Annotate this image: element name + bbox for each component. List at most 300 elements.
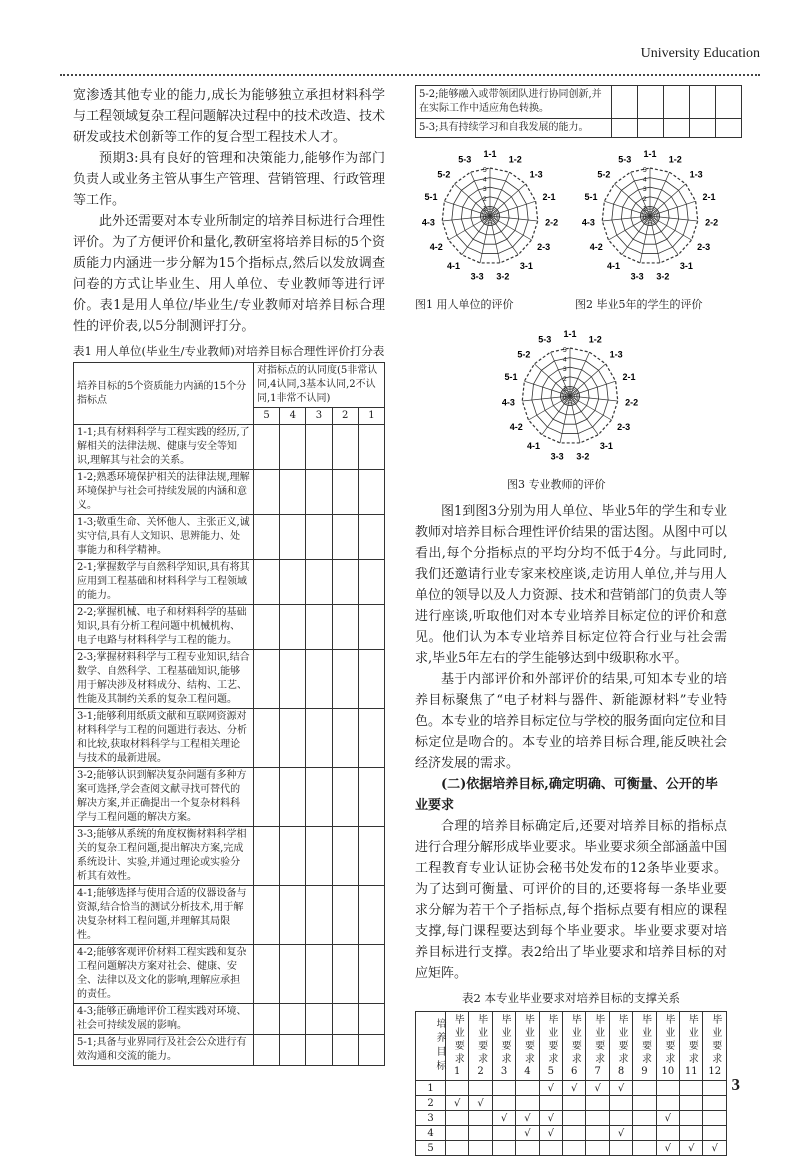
radar-axis-label: 4-1 [607, 261, 621, 272]
score-cell[interactable] [306, 515, 332, 560]
table1-row [74, 709, 385, 768]
col-prefix: 毕业要求 [616, 1014, 628, 1066]
support-cell: √ [586, 1081, 609, 1096]
score-cell[interactable] [280, 827, 306, 886]
table2-col-header [469, 1012, 492, 1081]
radar-axis-label: 1-2 [588, 334, 602, 345]
radar-scale-label: 4 [563, 356, 567, 364]
radar-axis-label: 1-2 [668, 154, 682, 165]
support-cell [586, 1126, 609, 1141]
radar-axis-label: 4-3 [421, 217, 435, 228]
table2-col-header [680, 1012, 703, 1081]
score-cell[interactable] [332, 605, 358, 650]
score-cell[interactable] [332, 650, 358, 709]
support-cell [469, 1111, 492, 1126]
support-cell [492, 1141, 515, 1156]
support-cell [539, 1141, 562, 1156]
col-number: 11 [684, 1066, 698, 1077]
indicator-cell: 2-2;掌握机械、电子和材料科学的基础知识,具有分析工程问题中机械机构、电子电路与材料科学与工程的能力。 [74, 605, 254, 650]
radar-spoke [650, 201, 696, 216]
indicator-cell: 1-3;敬重生命、关怀他人、主张正义,诚实守信,具有人文知识、思辨能力、处事能力和科学精神。 [74, 515, 254, 560]
paragraph: 此外还需要对本专业所制定的培养目标进行合理性评价。为了方便评价和量化,教研室将培养目标的5个资质能力内涵进一步分解为15个指标点,然后以发放调查问卷的方式让毕业生、用人单位、专业教师等进行评价。表1是用人单位/毕业生/专业教师对培养目标合理性的评价表,以5分制测评打分。 [73, 214, 386, 334]
radar-scale-label: 2 [643, 195, 647, 203]
col-number: 4 [524, 1066, 531, 1077]
radar-axis-label: 5-1 [584, 191, 598, 202]
table1-row [74, 605, 385, 650]
score-cell[interactable] [306, 827, 332, 886]
radar-chart-graduates [575, 138, 725, 288]
indicator-cell: 3-3;能够从系统的角度权衡材料科学相关的复杂工程问题,提出解决方案,完成系统设计、实验,并通过理论或实验分析其有效性。 [74, 827, 254, 886]
score-cell[interactable] [306, 605, 332, 650]
radar-scale-label: 1 [643, 205, 647, 213]
support-cell [516, 1141, 539, 1156]
left-column [73, 85, 385, 1066]
col-prefix: 毕业要求 [686, 1014, 698, 1066]
page-number: 3 [731, 1075, 740, 1094]
score-cell[interactable] [306, 470, 332, 515]
support-cell [703, 1096, 727, 1111]
score-cell[interactable] [332, 945, 358, 1004]
support-cell [469, 1126, 492, 1141]
score-header: 3 [306, 408, 332, 425]
table1-row: 5-3;具有持续学习和自我发展的能力。 [416, 119, 612, 138]
radar-axis-label: 4-2 [589, 242, 603, 252]
score-header: 2 [332, 408, 358, 425]
table1-row [74, 425, 385, 470]
table2-col-header [516, 1012, 539, 1081]
score-cell[interactable] [280, 1004, 306, 1035]
support-cell [703, 1081, 727, 1096]
radar-scale-label: 5 [563, 347, 567, 354]
table2-caption: 表2 本专业毕业要求对培养目标的支撑关系 [462, 991, 680, 1005]
table2-col-header [539, 1012, 562, 1081]
support-cell [656, 1096, 679, 1111]
table2-row [416, 1111, 727, 1126]
table2-col-header [563, 1012, 586, 1081]
table1-row [74, 945, 385, 1004]
radar-axis-label: 5-2 [437, 169, 451, 180]
col-number: 2 [477, 1066, 484, 1077]
radar-chart-employer [415, 138, 565, 288]
figure2-caption: 图2 毕业5年的学生的评价 [575, 298, 703, 311]
table2-col-header [703, 1012, 727, 1081]
support-cell [492, 1081, 515, 1096]
radar-spoke [630, 172, 650, 216]
radar-scale-label: 5 [643, 167, 647, 174]
support-cell: √ [516, 1126, 539, 1141]
support-cell [586, 1141, 609, 1156]
score-cell[interactable] [306, 650, 332, 709]
score-cell[interactable] [254, 945, 280, 1004]
support-cell: √ [539, 1111, 562, 1126]
col-number: 9 [641, 1066, 648, 1077]
col-prefix: 毕业要求 [639, 1014, 651, 1066]
score-cell[interactable] [306, 560, 332, 605]
radar-axis-label: 3-1 [599, 441, 613, 452]
score-cell[interactable] [358, 1004, 384, 1035]
support-cell [469, 1081, 492, 1096]
score-header: 5 [254, 408, 280, 425]
table1-row [74, 827, 385, 886]
support-cell [586, 1096, 609, 1111]
table1-row [74, 886, 385, 945]
table2-row [416, 1081, 727, 1096]
support-cell [446, 1141, 469, 1156]
score-cell[interactable] [280, 560, 306, 605]
figure-row [415, 318, 727, 501]
radar-spoke [470, 172, 490, 216]
paragraph: 图1到图3分别为用人单位、毕业5年的学生和专业教师对培养目标合理性评价结果的雷达图。从图中可以看出,每个分指标点的平均分均不低于4分。与此同时,我们还邀请行业专家来校座谈,走访用人单位,并与用人单位的领导以及人力资源、技术和营销部门的负责人等进行座谈,听取他们对本专业培养目标定位的评价和意见。他们认为本专业培养目标定位符合行业与社会需求,毕业5年左右的学生能够达到中级职称水平。 [415, 504, 728, 666]
support-cell [680, 1081, 703, 1096]
indicator-cell: 2-1;掌握数学与自然科学知识,具有将其应用到工程基础和材料科学与工程领域的能力。 [74, 560, 254, 605]
score-header: 1 [358, 408, 384, 425]
radar-scale-label: 3 [483, 186, 487, 194]
score-cell[interactable] [358, 709, 384, 768]
col-prefix: 毕业要求 [499, 1014, 511, 1066]
row-label: 2 [416, 1096, 446, 1111]
support-cell: √ [563, 1081, 586, 1096]
score-cell[interactable] [332, 709, 358, 768]
score-cell[interactable] [358, 650, 384, 709]
section-heading: (二)依据培养目标,确定明确、可衡量、公开的毕业要求 [415, 777, 718, 813]
score-cell[interactable] [254, 650, 280, 709]
radar-scale-label: 4 [643, 176, 647, 184]
support-cell [609, 1111, 632, 1126]
support-cell [633, 1111, 656, 1126]
score-cell[interactable] [358, 470, 384, 515]
radar-spoke [650, 172, 670, 216]
table2-col-header [586, 1012, 609, 1081]
radar-scale-label: 4 [483, 176, 487, 184]
radar-axis-label: 2-2 [545, 217, 559, 228]
radar-axis-label: 3-1 [679, 261, 693, 272]
table2-row [416, 1096, 727, 1111]
support-cell [680, 1096, 703, 1111]
score-cell[interactable] [332, 560, 358, 605]
indicator-cell: 4-2;能够客观评价材料工程实践和复杂工程问题解决方案对社会、健康、安全、法律以及文化的影响,理解应承担的责任。 [74, 945, 254, 1004]
radar-spoke [550, 352, 570, 396]
row-label: 1 [416, 1081, 446, 1096]
score-cell[interactable] [280, 1035, 306, 1066]
col-prefix: 毕业要求 [592, 1014, 604, 1066]
radar-axis-label: 2-2 [625, 397, 639, 408]
figure-row [415, 138, 727, 318]
support-cell: √ [656, 1111, 679, 1126]
col-number: 12 [708, 1066, 722, 1077]
row-label: 3 [416, 1111, 446, 1126]
support-cell [633, 1096, 656, 1111]
support-cell: √ [703, 1141, 727, 1156]
score-cell[interactable] [280, 425, 306, 470]
score-cell[interactable] [254, 605, 280, 650]
support-cell: √ [516, 1111, 539, 1126]
score-cell[interactable] [332, 470, 358, 515]
table1-head-left: 培养目标的5个资质能力内涵的15个分指标点 [74, 363, 254, 425]
score-cell[interactable] [306, 945, 332, 1004]
radar-axis-label: 4-3 [581, 217, 595, 228]
radar-axis-label: 3-1 [519, 261, 533, 272]
col-number: 10 [661, 1066, 675, 1077]
radar-axis-label: 3-2 [656, 271, 670, 282]
radar-axis-label: 5-3 [538, 334, 552, 345]
support-cell [609, 1141, 632, 1156]
support-cell [492, 1096, 515, 1111]
radar-spoke [570, 381, 616, 396]
support-cell: √ [609, 1126, 632, 1141]
support-cell: √ [469, 1096, 492, 1111]
score-cell[interactable] [306, 1035, 332, 1066]
table2-col-header [446, 1012, 469, 1081]
radar-axis-label: 1-3 [609, 349, 623, 360]
score-cell[interactable] [280, 515, 306, 560]
support-cell: √ [680, 1141, 703, 1156]
support-cell [446, 1111, 469, 1126]
table1-row [74, 1035, 385, 1066]
score-cell[interactable] [254, 709, 280, 768]
score-cell[interactable] [254, 515, 280, 560]
indicator-cell: 2-3;掌握材料科学与工程专业知识,结合数学、自然科学、工程基础知识,能够用于解决涉及材料成分、结构、工艺、性能及其制约关系的复杂工程问题。 [74, 650, 254, 709]
score-cell[interactable] [358, 425, 384, 470]
radar-axis-label: 5-3 [458, 154, 472, 165]
score-cell[interactable] [280, 768, 306, 827]
indicator-cell: 3-2;能够认识到解决复杂问题有多种方案可选择,学会查阅文献寻找可替代的解决方案,并正确提出一个复杂材料科学与工程问题的解决方案。 [74, 768, 254, 827]
col-prefix: 毕业要求 [475, 1014, 487, 1066]
score-cell[interactable] [358, 945, 384, 1004]
score-cell[interactable] [254, 560, 280, 605]
table2 [415, 1011, 727, 1156]
radar-axis-label: 5-1 [424, 191, 438, 202]
table2-col-header [609, 1012, 632, 1081]
score-cell[interactable] [254, 768, 280, 827]
score-cell[interactable] [254, 827, 280, 886]
score-cell[interactable] [358, 886, 384, 945]
table2-row [416, 1141, 727, 1156]
radar-axis-label: 3-3 [550, 451, 564, 462]
running-header [60, 42, 760, 76]
paragraph: 预期3:具有良好的管理和决策能力,能够作为部门负责人或业务主管从事生产管理、营销管理、行政管理等工作。 [73, 151, 386, 208]
score-cell[interactable] [332, 425, 358, 470]
radar-spoke [490, 201, 536, 216]
support-cell [516, 1096, 539, 1111]
support-cell [656, 1081, 679, 1096]
indicator-cell: 1-2;熟悉环境保护相关的法律法规,理解环境保护与社会可持续发展的内涵和意义。 [74, 470, 254, 515]
support-cell [492, 1126, 515, 1141]
radar-axis-label: 3-3 [470, 271, 484, 282]
radar-spoke [490, 172, 510, 216]
radar-axis-label: 2-2 [705, 217, 719, 228]
radar-axis-label: 4-2 [429, 242, 443, 252]
radar-axis-label: 3-2 [496, 271, 510, 282]
score-cell[interactable] [332, 1004, 358, 1035]
radar-axis-label: 5-2 [517, 349, 531, 360]
radar-axis-label: 1-2 [508, 154, 522, 165]
col-number: 7 [594, 1066, 601, 1077]
support-cell [516, 1081, 539, 1096]
radar-scale-label: 5 [483, 167, 487, 174]
radar-scale-label: 1 [563, 385, 567, 393]
support-cell: √ [539, 1126, 562, 1141]
score-cell[interactable] [332, 768, 358, 827]
radar-axis-label: 3-3 [630, 271, 644, 282]
score-cell[interactable] [358, 605, 384, 650]
score-cell[interactable] [280, 886, 306, 945]
radar-scale-label: 2 [483, 195, 487, 203]
support-cell: √ [656, 1141, 679, 1156]
paragraph: 合理的培养目标确定后,还要对培养目标的指标点进行合理分解形成毕业要求。毕业要求须全部涵盖中国工程教育专业认证协会秘书处发布的12条毕业要求。为了达到可衡量、可评价的目的,还要将每一条毕业要求分解为若干个子指标点,每个指标点要有相应的课程支撑,每门课程要达到每个毕业要求。毕业要求要对培养目标进行支撑。表2给出了毕业要求和培养目标的对应矩阵。 [415, 819, 728, 981]
support-cell [633, 1126, 656, 1141]
col-number: 1 [454, 1066, 461, 1077]
table1-row [74, 768, 385, 827]
col-prefix: 毕业要求 [569, 1014, 581, 1066]
radar-axis-label: 4-3 [501, 397, 515, 408]
score-cell[interactable] [358, 827, 384, 886]
radar-axis-label: 4-1 [527, 441, 541, 452]
score-cell[interactable] [280, 945, 306, 1004]
indicator-cell: 4-3;能够正确地评价工程实践对环境、社会可持续发展的影响。 [74, 1004, 254, 1035]
table1-row [74, 560, 385, 605]
radar-axis-label: 3-2 [576, 451, 590, 462]
radar-axis-label: 4-1 [447, 261, 461, 272]
col-prefix: 毕业要求 [709, 1014, 721, 1066]
score-cell[interactable] [280, 709, 306, 768]
table2-row [416, 1126, 727, 1141]
score-cell[interactable] [358, 768, 384, 827]
score-cell[interactable] [332, 515, 358, 560]
indicator-cell: 3-1;能够利用纸质文献和互联网资源对材料科学与工程的问题进行表达、分析和比较,获取材料科学与工程相关理论与技术的最新进展。 [74, 709, 254, 768]
table2-col-header [656, 1012, 679, 1081]
support-cell [680, 1126, 703, 1141]
table2-col-header [633, 1012, 656, 1081]
score-cell[interactable] [280, 605, 306, 650]
support-cell [609, 1096, 632, 1111]
radar-axis-label: 1-3 [689, 169, 703, 180]
table1-row [74, 515, 385, 560]
support-cell [703, 1126, 727, 1141]
right-column [415, 85, 727, 1156]
score-cell[interactable] [280, 650, 306, 709]
radar-scale-label: 3 [643, 186, 647, 194]
table1-caption: 表1 用人单位(毕业生/专业教师)对培养目标合理性评价打分表 [73, 344, 385, 358]
radar-axis-label: 1-1 [643, 149, 657, 159]
radar-scale-label: 2 [563, 375, 567, 383]
radar-scale-label: 1 [483, 205, 487, 213]
radar-axis-label: 2-3 [617, 422, 631, 432]
table2-col-header [492, 1012, 515, 1081]
support-cell [703, 1111, 727, 1126]
score-cell[interactable] [358, 515, 384, 560]
score-header: 4 [280, 408, 306, 425]
col-prefix: 毕业要求 [522, 1014, 534, 1066]
indicator-cell: 4-1;能够选择与使用合适的仪器设备与资源,结合恰当的测试分析技术,用于解决复杂材料工程问题,并理解其局限性。 [74, 886, 254, 945]
radar-axis-label: 1-1 [563, 329, 577, 339]
table1-row [74, 470, 385, 515]
table1 [73, 362, 385, 1066]
support-cell: √ [609, 1081, 632, 1096]
paragraph: 宽渗透其他专业的能力,成长为能够独立承担材料科学与工程领域复杂工程问题解决过程中的技术改造、技术研发或技术创新等工作的复合型工程技术人才。 [73, 88, 386, 145]
support-cell [563, 1096, 586, 1111]
support-cell: √ [539, 1081, 562, 1096]
table1-head-right: 对指标点的认同度(5非常认同,4认同,3基本认同,2不认同,1非常不认同) [254, 363, 385, 408]
score-cell[interactable] [280, 470, 306, 515]
score-cell[interactable] [358, 1035, 384, 1066]
support-cell [656, 1126, 679, 1141]
radar-axis-label: 1-3 [529, 169, 543, 180]
score-cell[interactable] [358, 560, 384, 605]
radar-axis-label: 5-3 [618, 154, 632, 165]
score-cell[interactable] [254, 425, 280, 470]
radar-spoke [570, 352, 590, 396]
indicator-cell: 1-1;具有材料科学与工程实践的经历,了解相关的法律法规、健康与安全等知识,理解其与社会的关系。 [74, 425, 254, 470]
score-cell[interactable] [254, 886, 280, 945]
radar-axis-label: 4-2 [509, 422, 523, 432]
radar-axis-label: 1-1 [483, 149, 497, 159]
col-number: 6 [571, 1066, 578, 1077]
radar-axis-label: 2-3 [537, 242, 551, 252]
support-cell [469, 1141, 492, 1156]
score-cell[interactable] [254, 1035, 280, 1066]
score-cell[interactable] [306, 425, 332, 470]
score-cell[interactable] [254, 470, 280, 515]
col-prefix: 毕业要求 [452, 1014, 464, 1066]
indicator-cell: 5-1;具备与业界同行及社会公众进行有效沟通和交流的能力。 [74, 1035, 254, 1066]
score-cell[interactable] [306, 1004, 332, 1035]
score-cell[interactable] [306, 709, 332, 768]
support-cell [586, 1111, 609, 1126]
support-cell [563, 1141, 586, 1156]
support-cell: √ [446, 1096, 469, 1111]
table2-corner: 培养目标 [416, 1012, 446, 1081]
radar-axis-label: 2-1 [622, 371, 636, 382]
support-cell [446, 1081, 469, 1096]
score-cell[interactable] [306, 768, 332, 827]
table1-row: 5-2;能够融入或带领团队进行协同创新,并在实际工作中适应角色转换。 [416, 86, 612, 119]
radar-axis-label: 2-3 [697, 242, 711, 252]
score-cell[interactable] [332, 1035, 358, 1066]
table1-continued [415, 85, 742, 138]
col-number: 3 [500, 1066, 508, 1077]
row-label: 4 [416, 1126, 446, 1141]
figure3-caption: 图3 专业教师的评价 [507, 478, 606, 491]
score-cell[interactable] [306, 886, 332, 945]
score-cell[interactable] [332, 886, 358, 945]
support-cell [563, 1126, 586, 1141]
col-number: 8 [617, 1066, 625, 1077]
table1-row [74, 1004, 385, 1035]
support-cell [680, 1111, 703, 1126]
table1-row [74, 650, 385, 709]
radar-axis-label: 2-1 [702, 191, 716, 202]
support-cell: √ [492, 1111, 515, 1126]
support-cell [539, 1096, 562, 1111]
radar-scale-label: 3 [563, 366, 567, 374]
col-prefix: 毕业要求 [662, 1014, 674, 1066]
support-cell [633, 1141, 656, 1156]
radar-chart-teachers [495, 318, 645, 468]
score-cell[interactable] [254, 1004, 280, 1035]
paragraph: 基于内部评价和外部评价的结果,可知本专业的培养目标聚焦了“电子材料与器件、新能源材料”专业特色。本专业的培养目标定位与学校的服务面向定位和目标定位是吻合的。本专业的培养目标合理,能反映社会经济发展的需求。 [415, 672, 728, 771]
radar-scale-label: 0 [483, 215, 487, 222]
radar-axis-label: 5-2 [597, 169, 611, 180]
support-cell [446, 1126, 469, 1141]
row-label: 5 [416, 1141, 446, 1156]
figure1-caption: 图1 用人单位的评价 [415, 298, 514, 311]
radar-scale-label: 0 [563, 395, 567, 402]
radar-axis-label: 5-1 [504, 371, 518, 382]
radar-scale-label: 0 [643, 215, 647, 222]
support-cell [633, 1081, 656, 1096]
score-cell[interactable] [332, 827, 358, 886]
support-cell [563, 1111, 586, 1126]
